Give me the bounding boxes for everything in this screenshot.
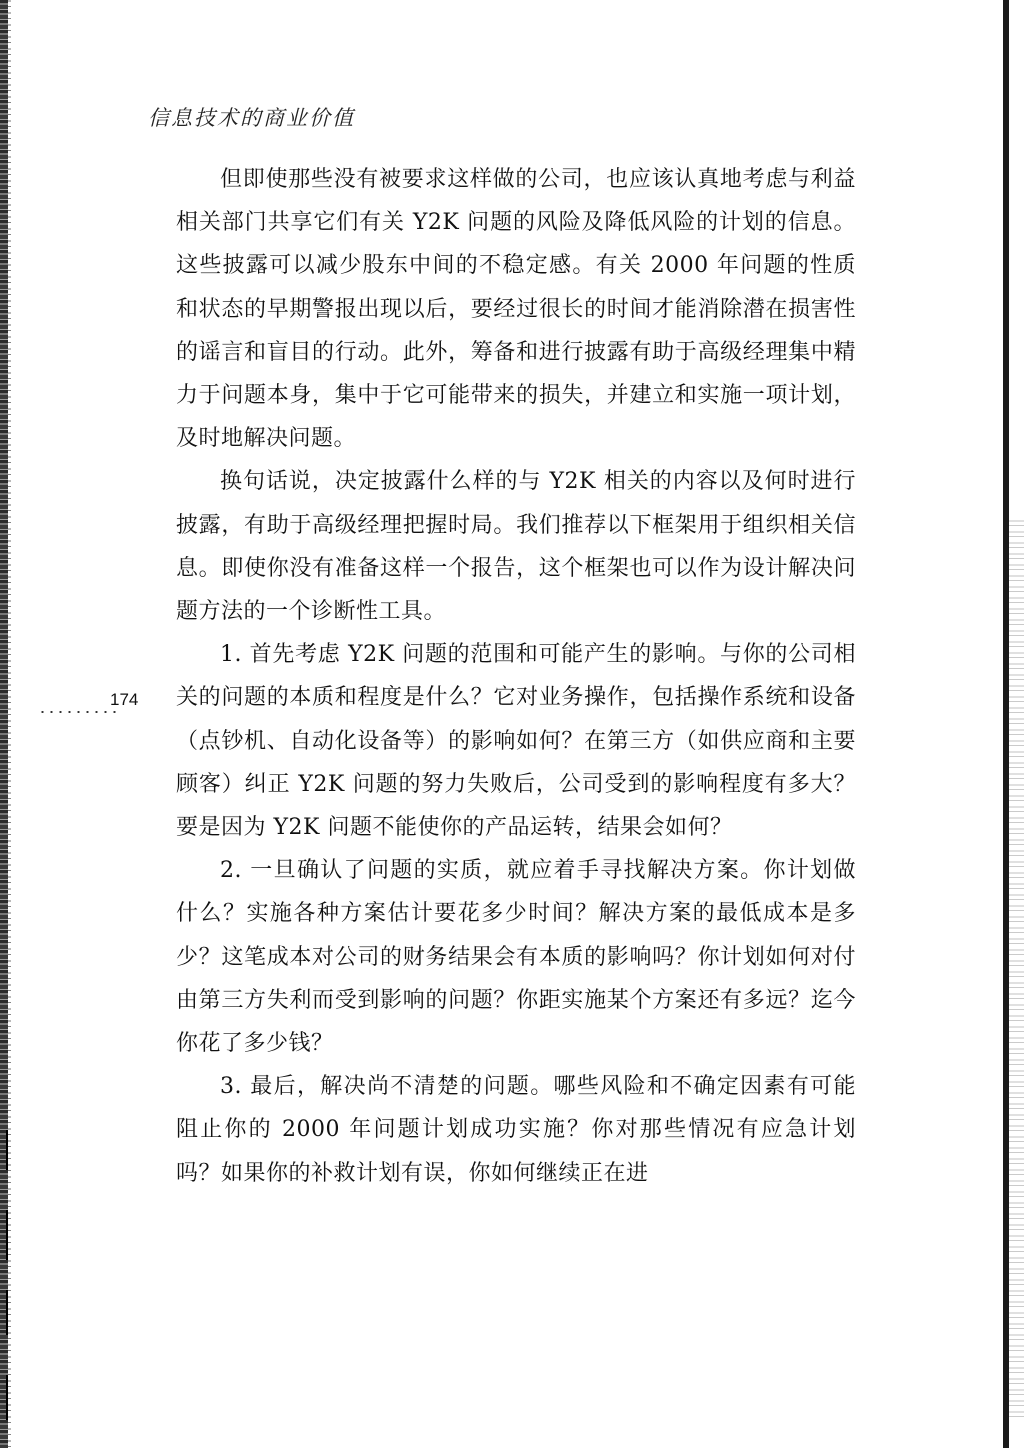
paragraph: 3. 最后，解决尚不清楚的问题。哪些风险和不确定因素有可能阻止你的 2000 年问题计划成功实施？你对那些情况有应急计划吗？如果你的补救计划有误，你如何继续正在进 — [176, 1074, 856, 1186]
scan-edge-left-noise — [8, 0, 11, 1448]
body-text — [176, 158, 856, 1195]
margin-leader-dots — [38, 711, 116, 713]
page-number: 174 — [110, 690, 139, 709]
paragraph: 1. 首先考虑 Y2K 问题的范围和可能产生的影响。与你的公司相关的问题的本质和程度是什么？它对业务操作，包括操作系统和设备（点钞机、自动化设备等）的影响如何？在第三方（如供应商和主要顾客）纠正 Y2K 问题的努力失败后，公司受到的影响程度有多大？要是因为 Y2K 问题不能使你的产品运转，结果会如何？ — [176, 642, 856, 841]
scan-rule-fragment — [6, 1130, 8, 1170]
scan-rule-fragment — [6, 1375, 8, 1420]
paragraph: 换句话说，决定披露什么样的与 Y2K 相关的内容以及何时进行披露，有助于高级经理把握时局。我们推荐以下框架用于组织相关信息。即使你没有准备这样一个报告，这个框架也可以作为设计解决问题方法的一个诊断性工具。 — [176, 469, 856, 625]
running-header: 信息技术的商业价值 — [148, 106, 355, 130]
scan-edge-right-noise — [1009, 520, 1024, 1420]
paragraph: 但即使那些没有被要求这样做的公司，也应该认真地考虑与利益相关部门共享它们有关 Y2K 问题的风险及降低风险的计划的信息。这些披露可以减少股东中间的不稳定感。有关 2000 年问题的性质和状态的早期警报出现以后，要经过很长的时间才能消除潜在损害性的谣言和盲目的行动。此外，筹备和进行披露有助于高级经理集中精力于问题本身，集中于它可能带来的损失，并建立和实施一项计划，及时地解决问题。 — [176, 167, 856, 452]
paragraph: 2. 一旦确认了问题的实质，就应着手寻找解决方案。你计划做什么？实施各种方案估计要花多少时间？解决方案的最低成本是多少？这笔成本对公司的财务结果会有本质的影响吗？你计划如何对付由第三方失利而受到影响的问题？你距实施某个方案还有多远？迄今你花了多少钱？ — [176, 858, 856, 1057]
scan-rule-fragment — [6, 1210, 8, 1260]
scan-rule-fragment — [6, 1290, 8, 1335]
